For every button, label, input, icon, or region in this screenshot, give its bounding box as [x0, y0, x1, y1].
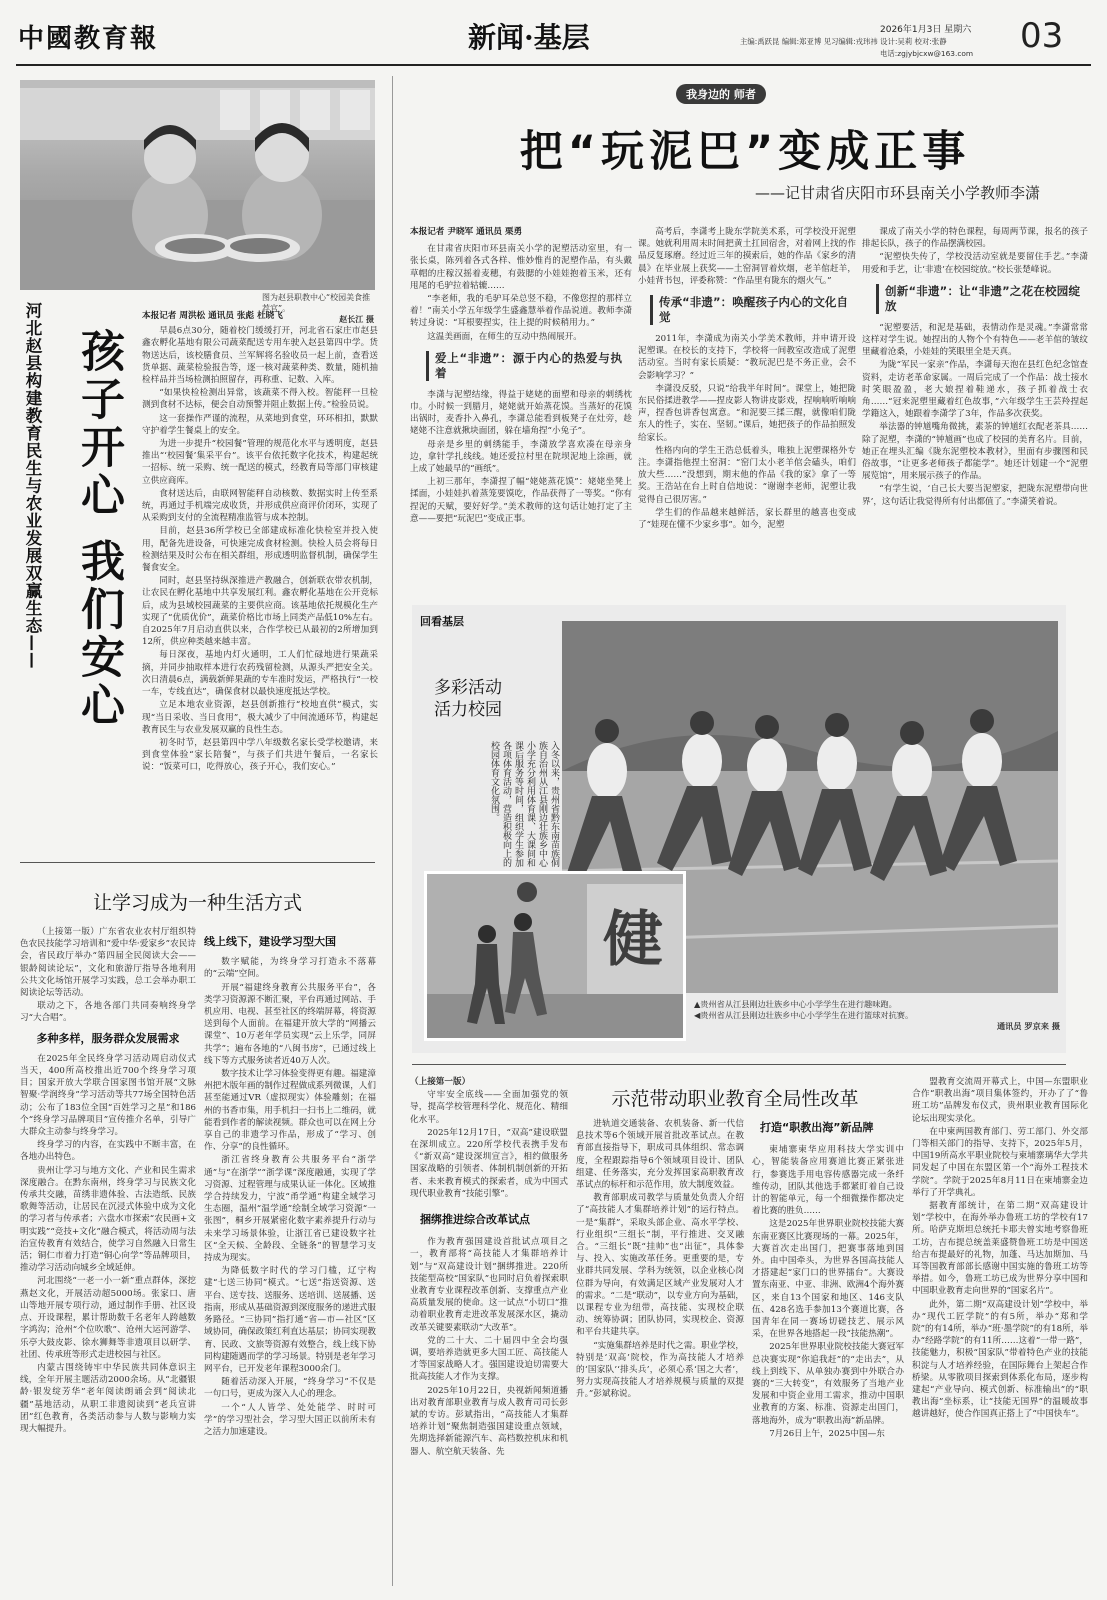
caption-credit: 赵长江 摄: [339, 315, 374, 324]
paragraph: 2025年世界职业院校技能大赛冠军总决赛实现“你追我赶”的“走出去”，从线上到线下、从单独办赛到中外联合办赛的“三大转变”，有效服务了当地产业发展和中资企业用工需求，推动中国职业教育的方案、标准、资源走出国门，落地海外，成为“职教出海”新品牌。: [752, 1342, 904, 1426]
staff-line: 主编:禹跃昆 编辑:郑亚博 见习编辑:戎玮祎 设计:吴莉 校对:张静: [740, 37, 947, 46]
column-tag: 我身边的 师者: [676, 84, 766, 104]
paragraph: 课成了南关小学的特色课程，每周两节课，报名的孩子排起长队，孩子的作品摆满校园。: [862, 227, 1088, 250]
paragraph: 为进一步提升“校园餐”管理的规范化水平与透明度，赵县推出“‘校园餐’集采平台”。该平台依托数字化技术，构建起统一招标、统一采购、统一配送的模式，经教育局等部门审核建立供应商库。: [142, 439, 378, 486]
basketball-photo: [424, 871, 686, 1041]
article3-col1: [410, 226, 632, 591]
masthead: [0, 0, 1107, 68]
paragraph: 数字赋能，为终身学习打造永不落幕的“云端”空间。: [204, 957, 376, 980]
paragraph: 数字技术让学习体验变得更有趣。福建漳州把木版年画的制作过程做成系列微课，人们甚至能通过VR（虚拟现实）体验雕刻；在福州的书香市集，用手机扫一扫书上二维码，就能看到作者的解读视频。群众也可以在网上分享自己的非遗学习作品，形成了“学习、创作、分享”的良性循环。: [204, 1069, 376, 1153]
feature-description: 入冬以来，贵州省黔东南苗族侗族自治州从江县刚边壮族乡中心小学充分利用体育课、大课间和课后服务等时间，组织学生参加各项体育活动，营造积极向上的校园体育文化氛围。: [489, 741, 559, 867]
article4-col2: [576, 1118, 744, 1586]
paragraph: 在中柬两国教育部门、劳工部门、外交部门等相关部门的指导、支持下，2025年5月，中国19所高水平职业院校与柬埔寨璃华大学共同发起了中国在东盟区第一个“海外工程技术学院”。学院于2025年8月11日在柬埔寨金边举行了开学典礼。: [912, 1126, 1088, 1198]
paragraph: 这一套操作严谨的流程，从菜地到食堂，环环相扣，默默守护着学生餐桌上的安全。: [142, 413, 378, 436]
right-divider: [412, 1064, 1066, 1065]
paragraph: 贵州让学习与地方文化、产业和民生需求深度融合。在黔东南州，终身学习与民族文化传承共交融，苗绣非遗体验、古法造纸、民族歌舞等活动，让居民在沉浸式体验中成为文化的学习者与传承者；六盘水市探索“农民画+文明实践”“竞技+文化”融合模式，将活动周与法治宣传教育有效结合，使学习自然融入日常生活；铜仁市着力打造“铜心向学”等品牌项目，推动学习活动向城乡全域延伸。: [20, 1165, 196, 1274]
article1-byline: 本报记者 周洪松 通讯员 张彪 杜晓飞: [142, 311, 283, 321]
article1-body: [142, 310, 378, 850]
paragraph: 7月26日上午，2025中国—东: [769, 1428, 885, 1439]
article2-subhead-2: 线上线下，建设学习型大国: [204, 936, 336, 948]
paper-logo: 中國教育報: [18, 24, 159, 54]
paragraph: 随着活动深入开展，“终身学习”不仅是一句口号，更成为深入人心的理念。: [204, 1377, 376, 1400]
article2-subhead-1: 多种多样，服务群众发展需求: [36, 1031, 180, 1045]
paragraph: 食材送达后，由联网智能秤自动核数、数据实时上传至系统，再通过手机端完成收货，并形成供应商评价闭环，实现了从采购到支付的全流程精准监管与成本控制。: [142, 488, 378, 524]
feature-captions: [694, 999, 1060, 1032]
article3-byline: 本报记者 尹晓军 通讯员 栗勇: [410, 227, 523, 237]
feature-title-line2: 活力校园: [434, 700, 502, 720]
article4-col3: [752, 1118, 904, 1586]
paragraph: 据教育部统计，在第二期“双高建设计划”学校中，在海外举办鲁班工坊的学校有17所。哈萨克斯坦总统托卡耶夫曾实地考察鲁班工坊，吉布提总统盖莱盛赞鲁班工坊是中国送给吉布提最好的礼物，加蓬、马达加斯加、马耳等国教育部部长感谢中国实施的鲁班工坊等举措。如今，鲁班工坊已成为世界分享中国和中国职业教育走向世界的“国家名片”。: [912, 1201, 1088, 1297]
paragraph: “如果快检检测出异常，该蔬菜不得入校。智能秤一旦检测到食材不达标，便会自动预警并阻止数据上传。”检验员说。: [142, 388, 378, 411]
paragraph: “有学生说，‘自己长大要当泥塑家，把陇东泥塑带向世界’，这句话让我觉得所有付出都值了。”李潇笑着说。: [862, 484, 1088, 507]
paragraph: 这是2025年世界职业院校技能大赛东南亚赛区比赛现场的一幕。2025年，大赛首次走出国门，把赛事落地到国外。由中国牵头，为世界各国高技能人才搭建起“家门口的世界擂台”。大赛设置东南亚、中亚、非洲、欧洲4个海外赛区，来自13个国家和地区、146支队伍、428名选手参加13个赛道比赛，各国青年在同一赛场切磋技艺、展示风采，在世界各地搭起一段“技能热潮”。: [752, 1219, 904, 1340]
paragraph: 上初三那年，李潇捏了幅“姥姥蒸花馍”：姥姥坐凳上揉面，小娃娃扒着蒸笼要馍吃，作品获得了一等奖。“你有捏泥的天赋，要好好学。”美术教师的这句话让她打定了主意——要把“玩泥巴”变成正事。: [410, 477, 632, 524]
article2-col2: [204, 936, 376, 1586]
article4-col1: [410, 1076, 568, 1586]
feature-tag-label: 回看基层: [420, 615, 464, 628]
paragraph: 守牢安全底线——全面加强党的领导，提高学校管理科学化、规范化、精细化水平。: [410, 1090, 568, 1125]
feature-title: [434, 677, 502, 721]
vertical-divider: [392, 76, 393, 1586]
article4-col4: [912, 1076, 1088, 1586]
article4-subhead-2: 打造“职教出海”新品牌: [760, 1121, 874, 1134]
article3-subhead-1: 爱上“非遗”：源于内心的热爱与执着: [426, 351, 622, 381]
photo-feature: [412, 605, 1066, 1053]
masthead-rule: [16, 64, 1091, 66]
contact-email: 电话:zgjybjcxw@163.com: [880, 49, 974, 58]
paragraph: 教育部职成司教学与质量处负责人介绍了“高技能人才集群培养计划”的运行特点。一是“集群”，采取头部企业、高水平学校、行业组织“三组长”制，平行推进、交叉融合。“三组长”既“挂帅”也“出征”，具体参与、投入、实施改革任务。更重要的是，专业群共同发展、学科为统领，以企业核心岗位群为导向，有效满足区域产业发展对人才的需求。“二是“联动”，以专业方向为基础，以课程专业为纽带，高技能、实现校企联动、统筹协调；团队协同，实现校企、资源和平台共建共享。: [576, 1193, 744, 1338]
article3-subhead-3: 创新“非遗”：让“非遗”之花在校园绽放: [876, 284, 1080, 314]
article1-headline-2: 我们安心: [73, 538, 124, 730]
paragraph: 开展“福建终身教育公共服务平台”，各类学习资源源不断汇聚，平台再通过网站、手机应用、电视、甚至社区的终端屏幕，将资源送到每个人面前。在福建开放大学的“网播云课堂”、10万老年学员实现“云上乐学，同屏共学”；遍布各地的“八闽书房”，已通过线上线下等方式服务读者近40万人次。: [204, 982, 376, 1066]
feature-credit: 通讯员 罗京来 摄: [996, 1021, 1060, 1031]
paragraph: 为陇“军民一家亲”作品，李潇每天泡在县红色纪念馆查资料，走访老革命家属。一周后完成了一个作品：战士接水时笑眼盈盈，老大娘捏着鞋递水，孩子抓着战士衣角……“冠来泥塑里藏着红色故事，”六年级学生王芸羚捏起学籍这入，她跟着李潇学了3年，作品多次获奖。: [862, 360, 1088, 420]
article1-paragraphs: [142, 325, 378, 773]
article3-col2: [638, 226, 856, 591]
paragraph: 党的二十大、二十届四中全会均强调，要培养造就更多大国工匠、高技能人才等国家战略人才。强国建设迫切需要大批高技能人才作为支撑。: [410, 1335, 568, 1383]
paragraph: “泥塑快失传了，学校没活动室就是要留住手艺。”李潇用爱和手艺，让‘非遗’在校园绽放。”校长张楚峰说。: [862, 252, 1088, 275]
paragraph: 每日深夜，基地内灯火通明，工人们忙碌地进行果蔬采摘，并同步抽取样本进行农药残留检测，从源头严把安全关。次日清晨6点，满载新鲜果蔬的专车准时发运，严格执行“一校一车，专线直达”，确保食材以最快速度抵达学校。: [142, 650, 378, 698]
article3-subheadline: ——记甘肃省庆阳市环县南关小学教师李潇: [754, 184, 1040, 202]
paragraph: 一个“人人皆学、处处能学、时时可学”的学习型社会，学习型大国正以前所未有之活力加速建设。: [204, 1402, 376, 1437]
paragraph: 终身学习的内容，在实践中不断丰富，在各地办出特色。: [20, 1140, 196, 1163]
paragraph: 李潇没反驳，只说“给我半年时间”。课堂上，她把陇东民俗揉进教学——捏皮影人物讲皮影戏，捏响响听响响声，捏香包讲香包寓意。“和泥要三揉三醒，就像咱们陇东人的性子，实在、坚韧。”课后，她把孩子的作品拍照发给家长。: [638, 383, 856, 443]
wall-character: 健: [603, 905, 663, 975]
caption-text: 图为赵县职教中心“校园美食推荐官”。: [262, 293, 371, 313]
paragraph: 内蒙古围绕铸牢中华民族共同体意识主线，全年开展主题活动2000余场。从“北疆银龄·银发绽芳华”老年阅读朗诵会到“阅读北疆”基地活动，从职工非遗阅读到“老兵宣讲团”红色教育，各类活动参与人数与影响力实现大幅提升。: [20, 1362, 196, 1434]
paragraph: 柬埔寨柬华应用科技大学实训中心，智能装备应用赛道比赛正紧张进行，参赛选手用电容传感器完成一条纤维传动，团队其他选手都紧盯着自己设计的智能单元，每一个细微操作都决定着比赛的胜负……: [752, 1145, 904, 1217]
paragraph: “泥塑要活，和泥是基础，表情动作是灵魂。”李潇常常这样对学生说。她捏出的人物个个有特色——老羊倌的皱纹里藏着沧桑，小娃娃的笑眼里全是天真。: [862, 322, 1088, 358]
article3-col3: [862, 226, 1088, 591]
paragraph: 这温美画面，在师生的互动中热闹展开。: [427, 331, 582, 342]
paragraph: 李潇与泥塑结缘，得益于姥姥的面塑和母亲的刺绣枕巾。小时候一到腊月，姥姥就开始蒸花馍。当蒸好的花馍出锅时，麦香扑入鼻孔，李潇总能看到板凳子在灶旁，趁姥姥不注意就揪块面团，躲在墙角捏“小兔子”。: [410, 389, 632, 437]
paragraph: 盟教育交流周开幕式上，中国—东盟职业合作“职教出海”项目集体签约，开办了了“鲁班工坊”品牌发布仪式，贵州职业教育国际化论坛出现实录化。: [912, 1077, 1088, 1124]
cafeteria-photo: [20, 80, 375, 290]
paragraph: 进轨道交通装备、农机装备、新一代信息技术等6个领域开展首批改革试点。在教育部直接指导下，职成司具体组织、常态调度，全程跟踪指导6个领域项目设计、团队组建、任务落实，充分发挥国家高职教育改革试点的标杆和示范作用，放大制度效益。: [576, 1119, 744, 1191]
paragraph: 作为教育强国建设首批试点项目之一，教育部将“高技能人才集群培养计划”与“双高建设计划”捆绑推进。220所技能型高校“国家队”也同时启负着探索职业教育专业课程改革创新、支撑重点产业高质量发展的使命。这一试点“小切口”推动着职业教育走进改革发展深水区，撬动改革关键要素联动“大改革”。: [410, 1237, 568, 1333]
paragraph: 河北围绕“一老一小一新”重点群体，深挖燕赵文化，开展活动超5000场。张家口、唐山等地开展专项行动，通过制作手册、社区设点、开设课程，累计帮助数千名老年人跨越数字鸿沟；沧州“个位吹歌”、沧州大运河游学、乐亭大鼓皮影、徐水狮舞等非遗项目以研学、社团、传承班等形式走进校园与社区。: [20, 1276, 196, 1360]
paragraph: 举法器的钟馗嘴角微挑，素茶的钟馗红衣配老茶具……除了泥塑，李潇的“钟馗画”也成了校园的美育名片。目前，她正在埋头汇编《陇东泥塑校本教材》，里面有步骤图和民俗故事，“让更多老师孩子都能学”。她还计划建一个“泥塑展览馆”，用来展示孩子的作品。: [862, 422, 1088, 482]
paragraph: 目前，赵县36所学校已全部建成标准化快检室并投入使用，配备先进设备，可快速完成食材检测。快检人员会将每日检测结果及时公布在相关群组，形成透明监督机制，确保学生餐食安全。: [142, 526, 378, 574]
issue-date: 2026年1月3日 星期六: [880, 25, 972, 35]
paragraph: 在2025年全民终身学习活动周启动仪式当天，400所高校推出近700个终身学习项目；国家开放大学联合国家图书馆开展“文脉智聚·学润终身”学习活动等共77场全国特色活动；公布了183位全国“百姓学习之星”和186个“终身学习品牌项目”宣传推介名单，引导广大群众主动参与终身学习。: [20, 1053, 196, 1138]
paragraph: 早晨6点30分，随着校门缓缓打开，河北省石家庄市赵县鑫农孵化基地有限公司蔬菜配送专用车驶入赵县第四中学。货物送达后，该校膳食员、兰军辉将名验收员一起上前，查看送货单据、蔬菜检验报告等，逐一核对蔬菜种类、数量，随机抽检样品并当场检测拍照留存，再称重、记数、入库。: [142, 326, 378, 386]
article3-headline: 把“玩泥巴”变成正事: [519, 127, 971, 177]
paragraph: 为降低数字时代的学习门槛，辽宁构建“七送三协同”模式。“七送”指送资源、送平台、送专技、送服务、送培训、送展播、送指南，形成从基础资源到深度服务的递进式服务路径。“三协同”指打通“省—市—社区”区域协同，确保政策红利直达基层；协同实现教育、民政、文旅等资源有效整合，线上线下协同构建随遇而学的学习场景。特别是老年学习网平台，已开发老年课程3000余门。: [204, 1266, 376, 1374]
article2-headline: 让学习成为一种生活方式: [92, 892, 302, 914]
paragraph: 此外，第二期“双高建设计划”学校中，举办“现代工匠学院”的有5所，举办“郑和学院”的有14所，举办“班·墨学院”的有18所，举办“经路学院”的有11所……这着“一带一路”，技能魅力，积极“国家队”带着特色产业的技能积淀与人才培养经验，在国际舞台上架起合作桥梁。从零散项目探索到体系化布局，逐步构建起“产业导向、模式创新、标准输出”的“职教出海”坐标系，让“技能无国界”的温暖故事越讲越好，使合作国真正搭上了“中国快车”。: [912, 1299, 1088, 1420]
paragraph: （上接第一版）: [410, 1077, 471, 1087]
article4-headline: 示范带动职业教育全局性改革: [611, 1088, 859, 1110]
paragraph: 2011年，李潇成为南关小学美术教师，并申请开设泥塑课。在校长的支持下，学校将一间教室改造成了泥塑活动室。当时有家长质疑：“教玩泥巴是不务正业，会不会影响学习？”: [638, 334, 856, 381]
paragraph: 学生们的作品越来越鲜活，家长群里的越喜也变成了“娃现在懂不少家乡事”。如今，泥塑: [638, 507, 856, 531]
paragraph: 浙江省终身教育公共服务平台“浙学通”与“在浙学”“浙学课”深度融通，实现了学习资源、过程管理与成果认证一体化。区域推学合持续发力，宁波“甬学通”构建全域学习生态圈，温州“温学通”绘制全域学习资源“一张图”，桐乡开展紧密化数字素养提升行动与未来学习场景体验，让浙江省已建设数字社区“全天候、全龄段、全链条”的智慧学习支持成为现实。: [204, 1155, 376, 1264]
paragraph: 高考后，李潇考上陇东学院美术系，可学校没开泥塑课。她就利用周末时间把黄土扛回宿舍，对着网上找的作品反复琢磨。经过近三年的摸索后，她的作品《家乡的清晨》在毕业展上获奖——土窑洞冒着炊烟，老羊倌赶羊，小娃背书包，评委称赞：“作品里有陇东的烟火气。”: [638, 227, 856, 286]
paragraph: “李老师，我的毛驴耳朵总竖不稳，不像您捏的那样立着！”南关小学五年级学生盛鑫慧举着作品说道。教师李潇转过身说：“耳根要捏实，往上提的时候稍用力。”: [410, 294, 632, 329]
paragraph: “实施集群培养是时代之需。职业学校，特别是‘双高’院校，作为高技能人才培养的‘国家队’‘排头兵’，必须心系‘国之大者’，努力实现高技能人才培养规模与质量的双提升。”彭斌称说。: [576, 1340, 744, 1400]
feature-tag: [420, 613, 464, 629]
feature-caption-1: ▲贵州省从江县刚边壮族乡中心小学学生在进行趣味跑。: [694, 999, 897, 1009]
paragraph: 初冬时节，赵县第四中学八年级数名家长受学校邀请，来到食堂体验“家长陪餐”，与孩子们共进午餐后，一名家长说：“饭菜可口，吃得放心，孩子开心，我们安心。”: [142, 737, 378, 773]
feature-title-line1: 多彩活动: [434, 678, 502, 698]
paragraph: 2025年12月17日，“双高”建设联盟在深圳成立。220所学校代表携手发布《“新双高”建设深圳宣言》，相约做服务国家战略的引领者、体制机制创新的开拓者、未来教育模式的探索者，成为中国式现代职业教育“技能引擎”。: [410, 1127, 568, 1199]
article4-subhead-1: 捆绑推进综合改革试点: [420, 1213, 530, 1227]
left-divider: [20, 862, 375, 863]
paragraph: 联动之下，各地各部门共同奏响终身学习“大合唱”。: [20, 1001, 196, 1024]
article2-col1: [20, 926, 196, 1586]
paragraph: 在甘肃省庆阳市环县南关小学的泥塑活动室里，有一张长桌，陈列着各式各样、惟妙惟肖的泥塑作品，有头戴草帽的庄稼汉摇着麦穗，有鼓腮的小娃娃抱着玉米，还有甩尾的毛驴拉着轱辘……: [410, 244, 632, 291]
feature-caption-2: ◀贵州省从江县刚边壮族乡中心小学学生在进行篮球对抗赛。: [694, 1010, 914, 1020]
article3-subhead-2: 传承“非遗”：唤醒孩子内心的文化自觉: [650, 295, 848, 325]
paragraph: 母亲是乡里的刺绣能手，李潇放学喜欢凑在母亲身边，拿针学扎线线。她还爱拉村里在院坝泥地上涂画，就上成了她最早的“画纸”。: [410, 439, 632, 475]
paragraph: （上接第一版）广东省农业农村厅组织特色农民技能学习培训和“爱中华·爱家乡”农民诗会，省民政厅举办“第四届全民阅读大会——银龄阅读论坛”，文化和旅游厅指导各地利用公共文化场馆开展学习实践，总工会举办职工阅读论坛等活动。: [20, 927, 196, 999]
page-number: 03: [1020, 16, 1064, 56]
paragraph: 同时，赵县坚持纵深推进产教融合，创新联农带农机制，让农民在孵化基地中共享发展红利。鑫农孵化基地在公开竞标后，成为县域校园蔬菜的主要供应商。该基地依托规模化生产实现了“优质优价”，蔬菜价格比市场上同类产品低10%左右。自2025年7月启动直供以来，合作学校已从最初的2所增加到12所，供应种类越来越丰富。: [142, 576, 378, 648]
article1-headline-1: 孩子开心: [73, 328, 124, 520]
article1-kicker: 河北赵县构建教育民生与农业发展双赢生态——: [23, 302, 42, 670]
cafeteria-photo-illustration: [20, 80, 375, 290]
section-title: 新闻·基层: [468, 21, 590, 54]
paragraph: 性格内向的学生王浩总低着头，唯独上泥塑课格外专注。李潇指他捏土窑洞：“窑门太小老羊倌会磕头，咱们放大些……”没想到，期末他的作品《我的家》拿了一等奖。王浩站在台上时自信地说：“谢谢李老师，泥塑让我觉得自己很厉害。”: [638, 445, 856, 505]
paragraph: 立足本地农业资源，赵县创新推行“校地直供”模式，实现“当日采收、当日食用”，极大减少了中间流通环节，构建起教育民生与农业发展双赢的良性生态。: [142, 700, 378, 735]
paragraph: 2025年10月22日，央视新闻频道播出对教育部职业教育与成人教育司司长彭斌的专访。彭斌指出，“高技能人才集群培养计划”聚焦制造强国建设重点领域，先期选择新能源汽车、高档数控机床和机器人、航空航天装备、先: [410, 1385, 568, 1457]
